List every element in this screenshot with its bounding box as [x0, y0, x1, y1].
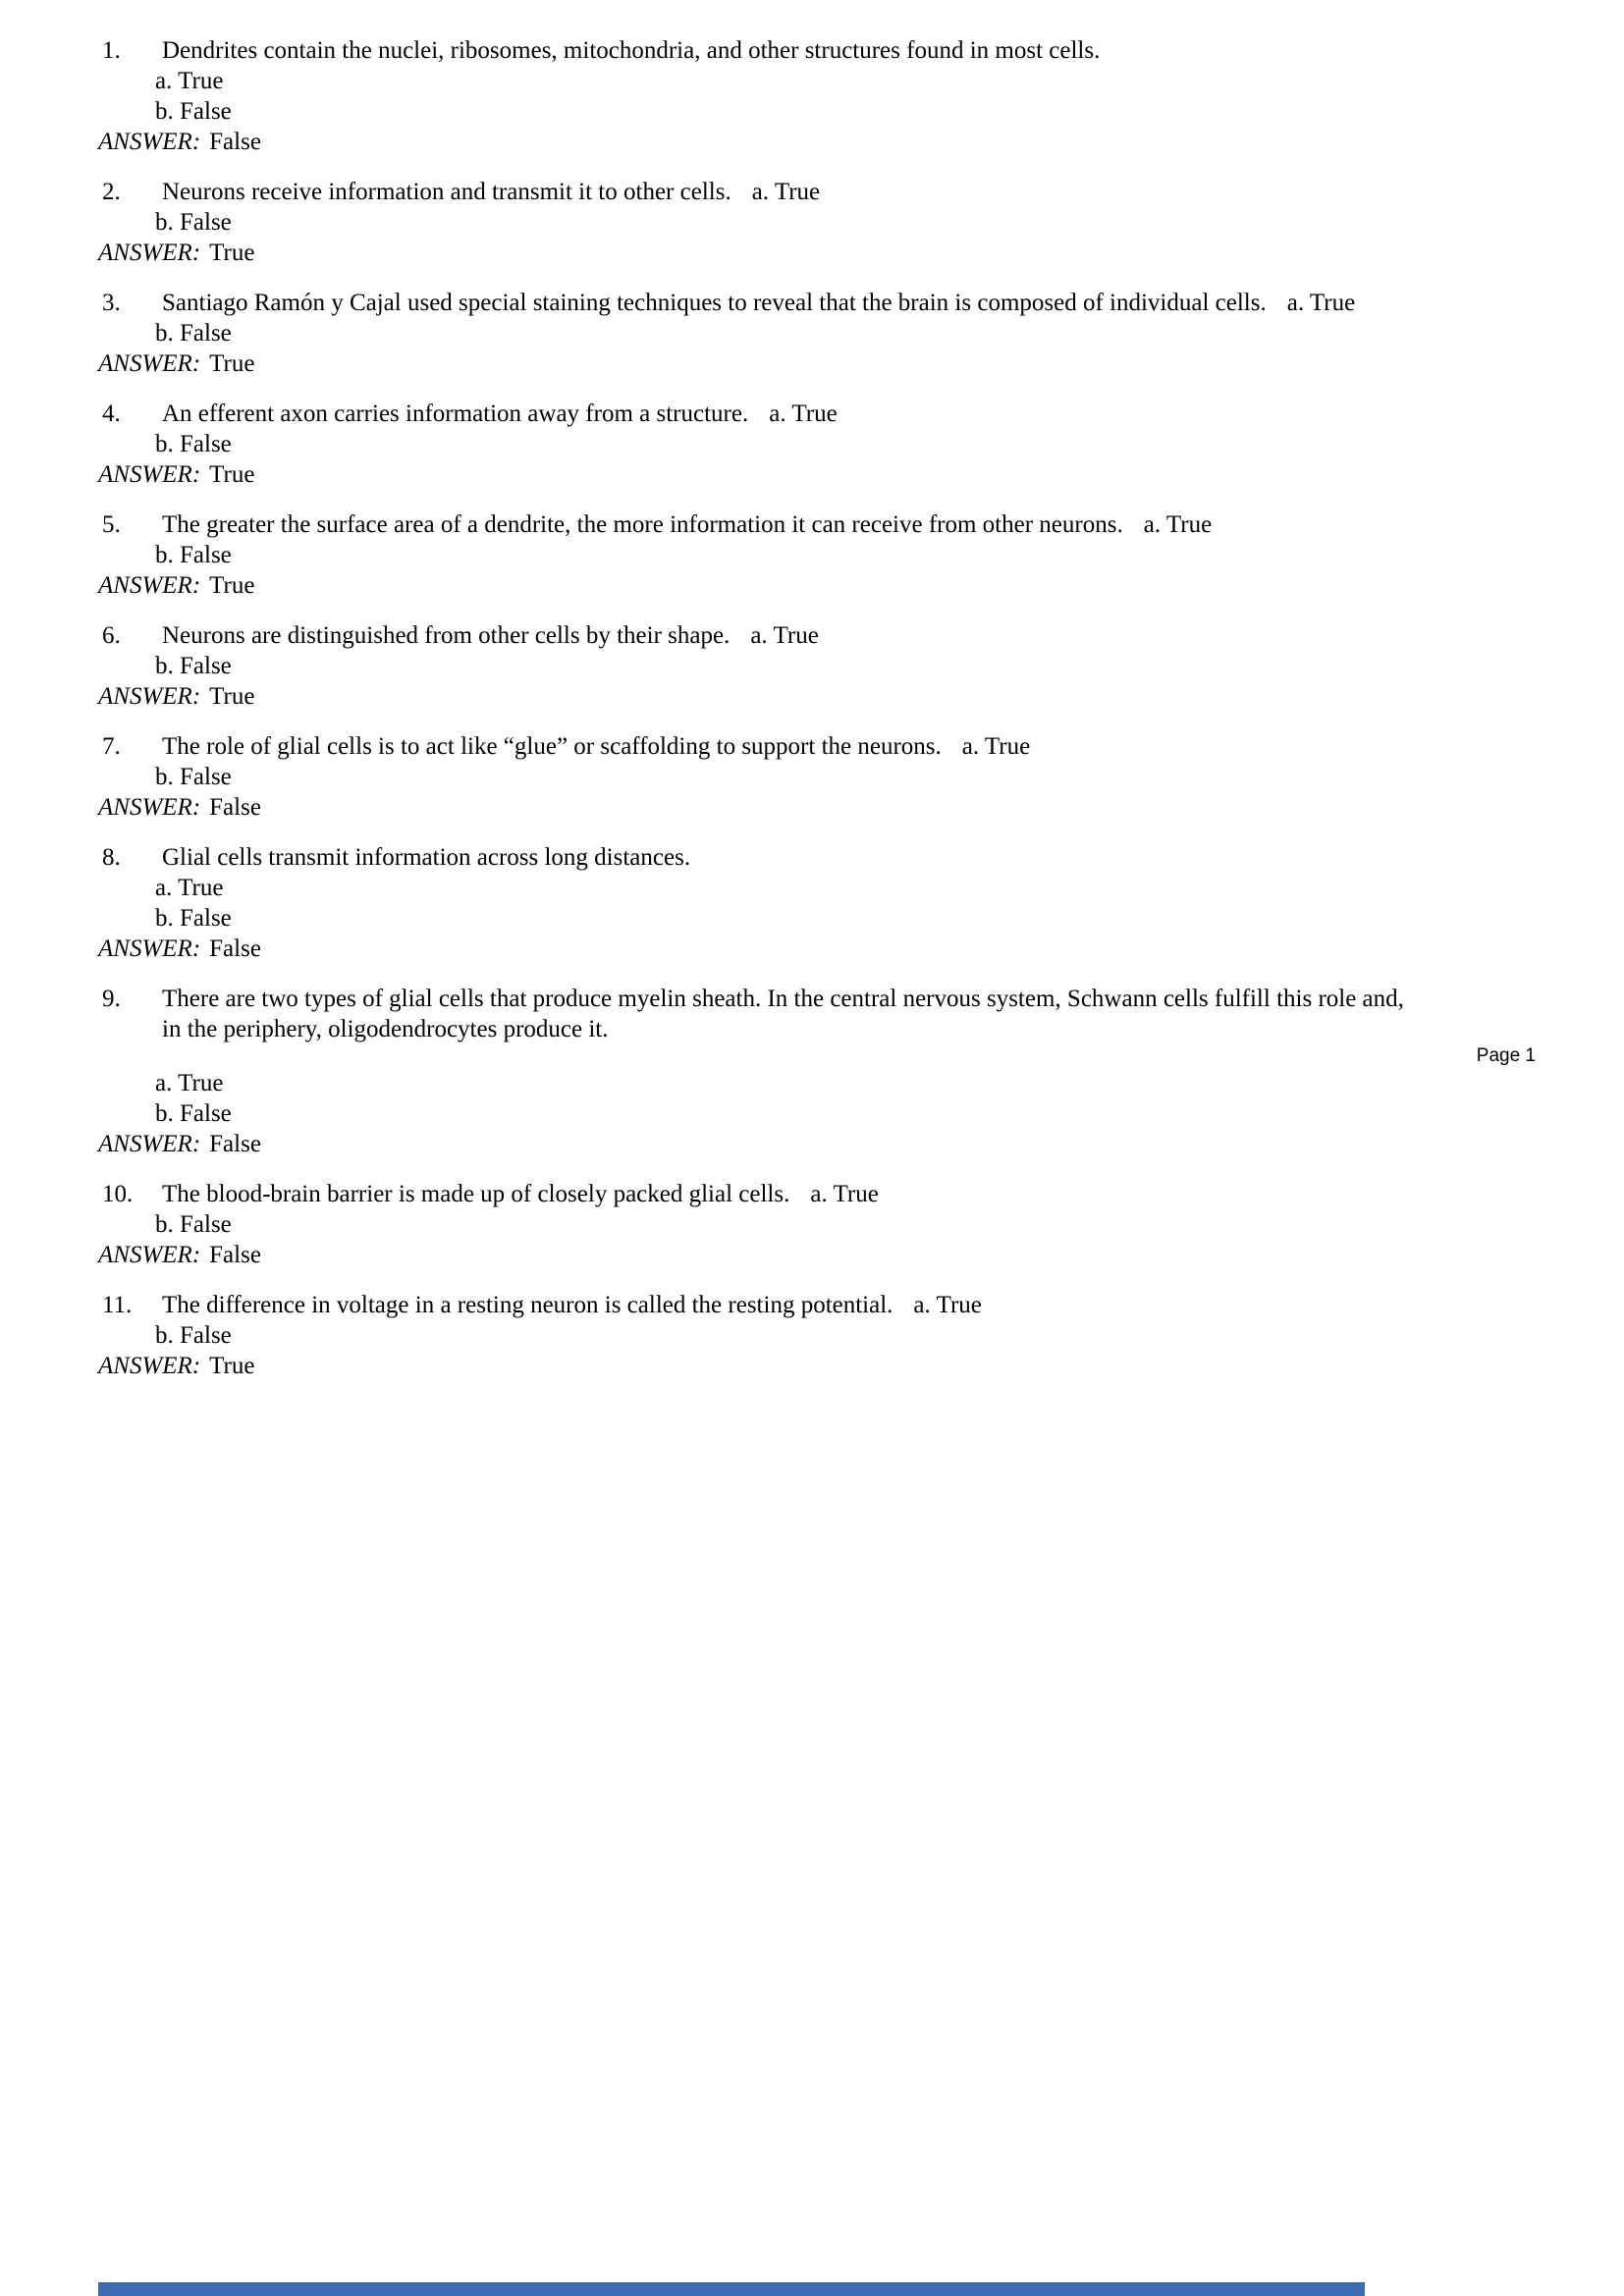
- question-item-11: [98, 1290, 1428, 1381]
- question-line: [98, 288, 1428, 318]
- question-item-5: [98, 509, 1428, 601]
- question-number: 4.: [102, 400, 121, 427]
- question-line: [98, 984, 1428, 1044]
- question-item-3: [98, 288, 1428, 379]
- answer-label: ANSWER:: [98, 572, 201, 599]
- question-item-6: [98, 620, 1428, 712]
- question-item-2: [98, 177, 1428, 268]
- answer-label: ANSWER:: [98, 461, 201, 488]
- answer-value: True: [209, 1353, 255, 1379]
- answer-label: ANSWER:: [98, 1353, 201, 1379]
- option-b: b. False: [155, 320, 232, 347]
- question-number: 10.: [102, 1181, 134, 1207]
- question-line: [98, 177, 1428, 207]
- question-number: 3.: [102, 290, 121, 316]
- option-b: b. False: [155, 905, 232, 932]
- question-text-body: Dendrites contain the nuclei, ribosomes, mitochondria, and other structures found in most cells.: [162, 37, 1101, 64]
- option-a-inline: a. True: [913, 1292, 982, 1318]
- question-line: [98, 399, 1428, 429]
- option-a-inline: a. True: [751, 179, 821, 205]
- question-number: 2.: [102, 179, 121, 205]
- question-item-4: [98, 399, 1428, 490]
- question-text: [162, 1290, 1428, 1320]
- question-line: [98, 731, 1428, 762]
- question-item-1: [98, 35, 1428, 157]
- question-number: 9.: [102, 986, 121, 1012]
- option-a-inline: a. True: [961, 733, 1031, 760]
- option-b: b. False: [155, 209, 232, 236]
- question-text: [162, 1179, 1428, 1209]
- answer-value: True: [209, 350, 255, 377]
- answer-label: ANSWER:: [98, 240, 201, 266]
- page-number-label: Page 1: [1476, 1045, 1536, 1066]
- question-text-body: The blood-brain barrier is made up of closely packed glial cells.: [162, 1181, 790, 1207]
- answer-label: ANSWER:: [98, 129, 201, 155]
- answer-label: ANSWER:: [98, 1131, 201, 1157]
- option-a-inline: a. True: [750, 622, 819, 649]
- question-text-body: An efferent axon carries information away from a structure.: [162, 400, 749, 427]
- question-text: [162, 620, 1428, 651]
- question-text-body: Neurons receive information and transmit it to other cells.: [162, 179, 731, 205]
- question-line: [98, 1290, 1428, 1320]
- answer-value: False: [209, 935, 261, 962]
- answer-value: True: [209, 572, 255, 599]
- question-number: 1.: [102, 37, 121, 64]
- footer-blue-bar: [98, 2282, 1365, 2296]
- question-text: [162, 177, 1428, 207]
- answer-value: False: [209, 129, 261, 155]
- answer-line: [98, 1240, 1428, 1270]
- question-line: [98, 842, 1428, 873]
- option-b: b. False: [155, 431, 232, 457]
- option-b: b. False: [155, 1322, 232, 1349]
- question-number: 6.: [102, 622, 121, 649]
- option-a: a. True: [155, 1070, 224, 1096]
- option-a-inline: a. True: [1286, 290, 1356, 316]
- answer-value: False: [209, 1131, 261, 1157]
- option-a: a. True: [155, 68, 224, 94]
- option-a-inline: a. True: [769, 400, 838, 427]
- answer-value: True: [209, 240, 255, 266]
- answer-line: [98, 238, 1428, 268]
- question-text-body: Glial cells transmit information across long distances.: [162, 844, 691, 871]
- question-number: 11.: [102, 1292, 133, 1318]
- option-b: b. False: [155, 764, 232, 790]
- question-text-body: Neurons are distinguished from other cells by their shape.: [162, 622, 731, 649]
- question-text: [162, 399, 1428, 429]
- question-item-8: [98, 842, 1428, 964]
- question-text: [162, 984, 1428, 1044]
- answer-line: [98, 1129, 1428, 1159]
- answer-label: ANSWER:: [98, 935, 201, 962]
- option-a-inline: a. True: [1143, 511, 1213, 538]
- answer-line: [98, 570, 1428, 601]
- question-text-body: The role of glial cells is to act like “glue” or scaffolding to support the neurons.: [162, 733, 942, 760]
- question-number: 7.: [102, 733, 121, 760]
- question-line: [98, 620, 1428, 651]
- answer-line: [98, 348, 1428, 379]
- answer-label: ANSWER:: [98, 1242, 201, 1268]
- question-text-body: The greater the surface area of a dendrite, the more information it can receive from other neurons.: [162, 511, 1123, 538]
- question-item-10: [98, 1179, 1428, 1270]
- question-text: [162, 288, 1428, 318]
- question-line: [98, 35, 1428, 66]
- question-text: [162, 731, 1428, 762]
- question-text-body: The difference in voltage in a resting neuron is called the resting potential.: [162, 1292, 893, 1318]
- option-b: b. False: [155, 542, 232, 568]
- question-item-7: [98, 731, 1428, 823]
- answer-label: ANSWER:: [98, 350, 201, 377]
- answer-label: ANSWER:: [98, 794, 201, 821]
- question-text: [162, 842, 1428, 873]
- question-text: [162, 509, 1428, 540]
- option-b: b. False: [155, 1211, 232, 1238]
- option-a-inline: a. True: [810, 1181, 879, 1207]
- answer-value: False: [209, 794, 261, 821]
- answer-line: [98, 792, 1428, 823]
- question-item-9: [98, 984, 1536, 1159]
- answer-line: [98, 459, 1428, 490]
- answer-value: True: [209, 461, 255, 488]
- answer-value: True: [209, 683, 255, 710]
- answer-label: ANSWER:: [98, 683, 201, 710]
- question-text-body: There are two types of glial cells that produce myelin sheath. In the central nervous system, Schwann cells fulfill this role and, in the periphery, oligodendrocytes produce it.: [162, 986, 1404, 1042]
- option-b: b. False: [155, 1100, 232, 1127]
- question-line: [98, 509, 1428, 540]
- option-a: a. True: [155, 875, 224, 901]
- answer-line: [98, 1351, 1428, 1381]
- answer-line: [98, 681, 1428, 712]
- question-text: [162, 35, 1428, 66]
- question-text-body: Santiago Ramón y Cajal used special staining techniques to reveal that the brain is composed of individual cells.: [162, 290, 1267, 316]
- option-b: b. False: [155, 653, 232, 679]
- answer-line: [98, 127, 1428, 157]
- question-number: 5.: [102, 511, 121, 538]
- question-line: [98, 1179, 1428, 1209]
- option-b: b. False: [155, 98, 232, 125]
- answer-line: [98, 934, 1428, 964]
- question-number: 8.: [102, 844, 121, 871]
- answer-value: False: [209, 1242, 261, 1268]
